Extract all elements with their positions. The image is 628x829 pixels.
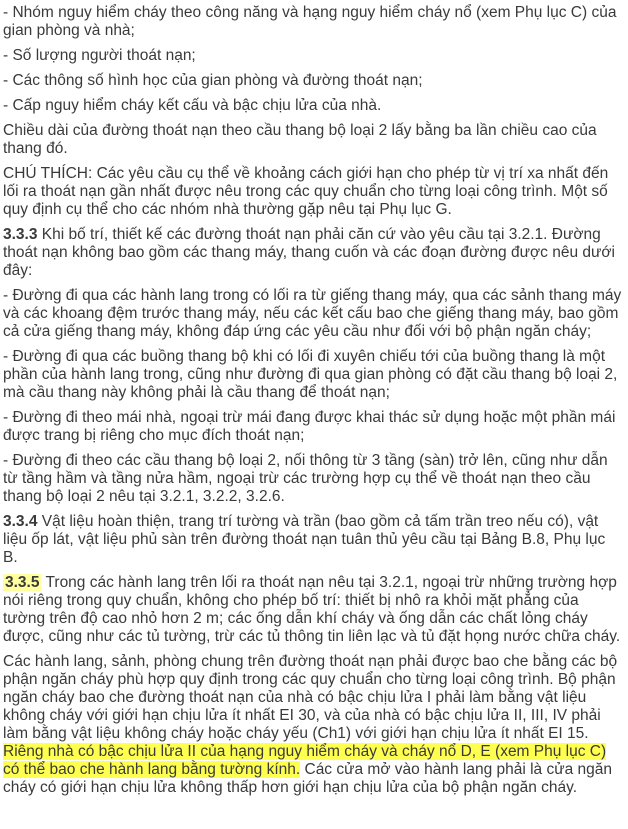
- regulation-text-body: [3, 4, 624, 797]
- factor-list-item: - Các thông số hình học của gian phòng và đường thoát nạn;: [3, 72, 423, 89]
- excluded-path-item: - Đường đi qua các buồng thang bộ khi có lối đi xuyên chiếu tới của buồng thang là một phần của hành lang trong, cũng như đường đi qua gian phòng có đặt cầu thang bộ loại 2, mà cầu thang này không phải là cầu thang để thoát nạn;: [3, 348, 618, 401]
- section-3-3-5-paragraph: [3, 574, 624, 646]
- section-3-3-4-paragraph: [3, 513, 624, 567]
- factor-list-item: - Số lượng người thoát nạn;: [3, 47, 196, 64]
- section-3-3-4-number: 3.3.4: [3, 513, 38, 530]
- corridor-paragraph-after: Các cửa mở vào hành lang phải là cửa ngăn cháy có giới hạn chịu lửa không thấp hơn giới hạn chịu lửa của bộ phận ngăn cháy.: [3, 761, 613, 796]
- section-3-3-4-body: Vật liệu hoàn thiện, trang trí tường và trần (bao gồm cả tấm trần treo nếu có), vật liệu ốp lát, vật liệu phủ sàn trên đường thoát nạn tuân thủ yêu cầu tại Bảng B.8, Phụ lục B.: [3, 513, 606, 566]
- section-3-3-3-number: 3.3.3: [3, 226, 38, 243]
- excluded-path-item: - Đường đi qua các hành lang trong có lối ra từ giếng thang máy, qua các sảnh thang máy và các khoang đệm trước thang máy, nếu các kết cấu bao che giếng thang máy, bao gồm cả cửa giếng thang máy, không đáp ứng các yêu cầu như đối với bộ phận ngăn cháy;: [3, 287, 622, 340]
- excluded-path-item: - Đường đi theo mái nhà, ngoại trừ mái đang được khai thác sử dụng hoặc một phần mái được trang bị riêng cho mục đích thoát nạn;: [3, 409, 616, 444]
- section-3-3-5-body: Trong các hành lang trên lối ra thoát nạn nêu tại 3.2.1, ngoại trừ những trường hợp nói riêng trong quy chuẩn, không cho phép bố trí: thiết bị nhô ra khỏi mặt phẳng của tường trên độ cao nhỏ hơn 2 m; các ống dẫn khí cháy và ống dẫn các chất lỏng cháy được, cũng như các tủ tường, trừ các tủ thông tin liên lạc và tủ đặt họng nước chữa cháy.: [3, 574, 621, 645]
- section-3-3-3-body: Khi bố trí, thiết kế các đường thoát nạn phải căn cứ vào yêu cầu tại 3.2.1. Đường thoát nạn không bao gồm các thang máy, thang cuốn và các đoạn đường được nêu dưới đây:: [3, 226, 615, 279]
- corridor-enclosure-paragraph: [3, 653, 624, 797]
- stair-length-paragraph: Chiều dài của đường thoát nạn theo cầu thang bộ loại 2 lấy bằng ba lần chiều cao của thang đó.: [3, 122, 597, 157]
- section-3-3-3-paragraph: [3, 226, 624, 280]
- factor-list-item: - Cấp nguy hiểm cháy kết cấu và bậc chịu lửa của nhà.: [3, 97, 382, 114]
- corridor-paragraph-before: Các hành lang, sảnh, phòng chung trên đường thoát nạn phải được bao che bằng các bộ phận ngăn cháy phù hợp quy định trong các quy chuẩn cho từng loại công trình. Bộ phận ngăn cháy bao che đường thoát nạn của nhà có bậc chịu lửa I phải làm bằng vật liệu không cháy với giới hạn chịu lửa ít nhất EI 30, và của nhà có bậc chịu lửa II, III, IV phải làm bằng vật liệu không cháy hoặc cháy yếu (Ch1) với giới hạn chịu lửa ít nhất EI 15.: [3, 653, 618, 742]
- note-paragraph: CHÚ THÍCH: Các yêu cầu cụ thể về khoảng cách giới hạn cho phép từ vị trí xa nhất đến lối ra thoát nạn gần nhất được nêu trong các quy chuẩn cho từng loại công trình. Một số quy định cụ thể cho các nhóm nhà thường gặp nêu tại Phụ lục G.: [3, 165, 609, 218]
- excluded-path-item: - Đường đi theo các cầu thang bộ loại 2, nối thông từ 3 tầng (sàn) trở lên, cũng như dẫn từ tầng hầm và tầng nửa hầm, ngoại trừ các trường hợp cụ thể về thoát nạn theo cầu thang bộ loại 2 nêu tại 3.2.1, 3.2.2, 3.2.6.: [3, 452, 608, 505]
- section-3-3-5-number-highlighted: 3.3.5: [5, 574, 40, 591]
- factor-list-item: - Nhóm nguy hiểm cháy theo công năng và hạng nguy hiểm cháy nổ (xem Phụ lục C) của gian phòng và nhà;: [3, 4, 617, 39]
- highlighted-sentence: Riêng nhà có bậc chịu lửa II của hạng nguy hiểm cháy và cháy nổ D, E (xem Phụ lục C) có thể bao che hành lang bằng tường kính.: [3, 743, 607, 778]
